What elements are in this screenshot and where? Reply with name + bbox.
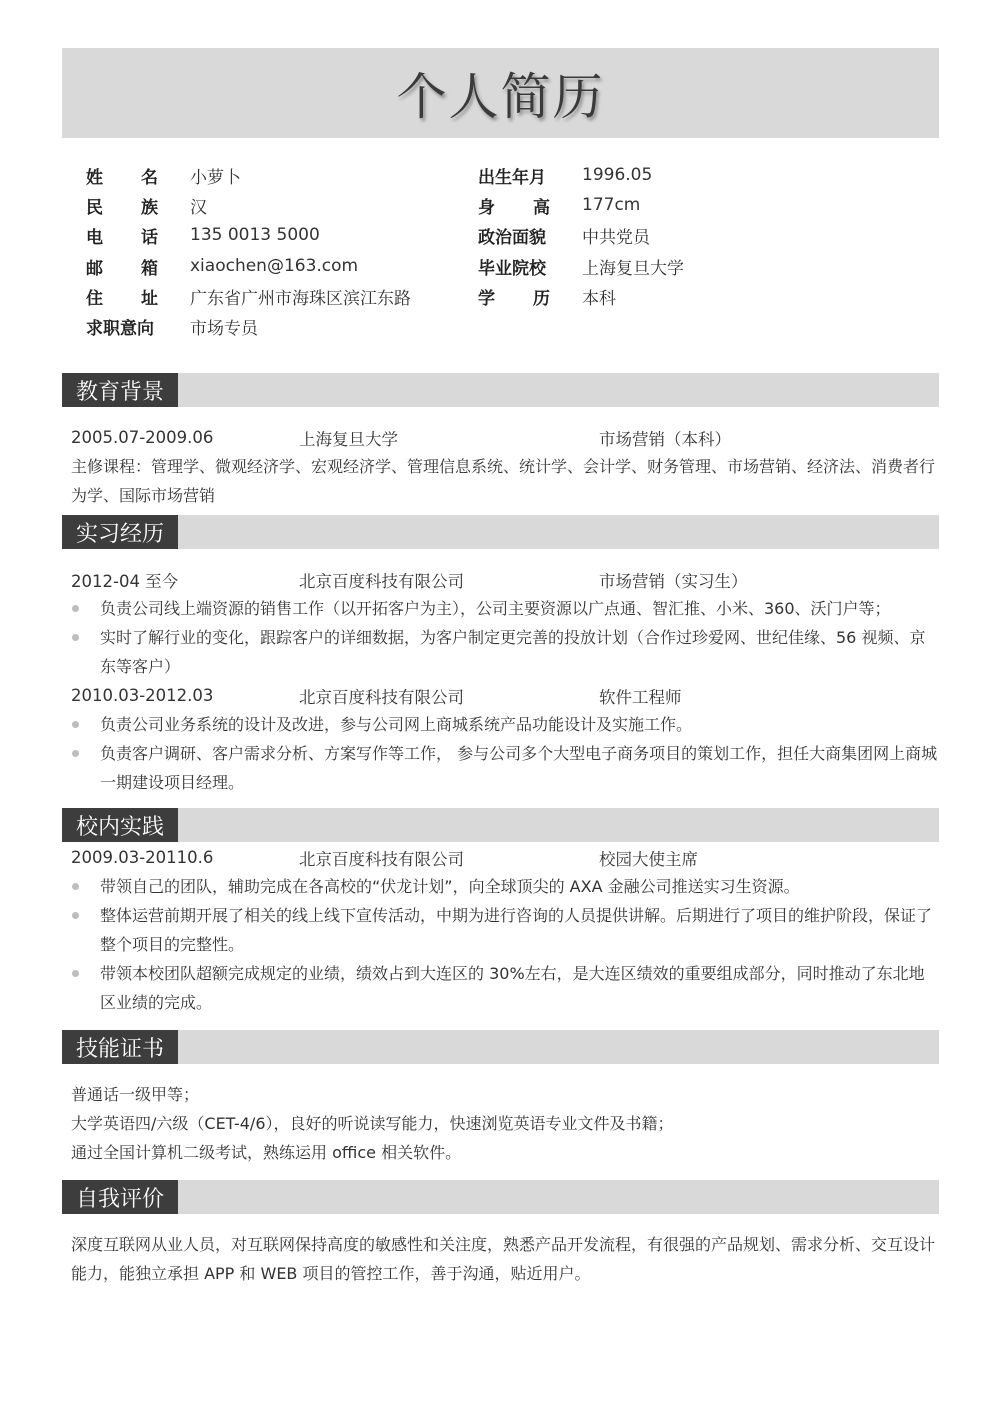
section-title: 校内实践: [62, 808, 178, 842]
bullet-dot-icon: [72, 912, 79, 919]
page-title: 个人简历: [396, 68, 605, 126]
list-item: [62, 710, 939, 739]
title-bar: [62, 48, 939, 138]
info-value: 中共党员: [582, 227, 650, 248]
courses-text: 主修课程：管理学、微观经济学、宏观经济学、管理信息系统、统计学、会计学、财务管理、市场营销、经济法、消费者行为学、国际市场营销: [71, 457, 936, 505]
list-item: [62, 623, 939, 681]
info-label: 身 高: [478, 197, 550, 218]
bullet-text: 带领自己的团队，辅助完成在各高校的“伏龙计划”，向全球顶尖的 AXA 金融公司推送实习生资源。: [100, 877, 800, 896]
entry-major: 市场营销（本科）: [599, 429, 731, 449]
entry-school: 上海复旦大学: [299, 429, 398, 449]
entry-role: 市场营销（实习生）: [599, 571, 748, 591]
section-title: 技能证书: [62, 1030, 178, 1064]
section-skills: [62, 1030, 939, 1064]
info-row-email: [86, 251, 358, 281]
list-item: [62, 901, 939, 959]
internship-block: [62, 565, 939, 797]
resume-page: [62, 48, 939, 1288]
info-row-political: [478, 220, 650, 250]
info-value: 135 0013 5000: [190, 225, 320, 245]
info-row-address: [86, 281, 411, 311]
info-row-height: [478, 190, 640, 220]
skill-line: 普通话一级甲等；: [71, 1085, 200, 1104]
self-eval-block: [62, 1230, 939, 1288]
section-campus: [62, 808, 939, 842]
bullet-text: 负责公司业务系统的设计及改进，参与公司网上商城系统产品功能设计及实施工作。: [100, 715, 693, 734]
info-label: 求职意向: [86, 318, 154, 339]
entry-company: 北京百度科技有限公司: [299, 687, 464, 707]
bullet-dot-icon: [72, 721, 79, 728]
info-value: 1996.05: [582, 165, 653, 185]
bullet-text: 整体运营前期开展了相关的线上线下宣传活动，中期为进行咨询的人员提供讲解。后期进行了项目的维护阶段，保证了整个项目的完整性。: [100, 906, 933, 954]
bullet-dot-icon: [72, 970, 79, 977]
info-value: 小萝卜: [190, 167, 241, 188]
info-label: 姓 名: [86, 167, 158, 188]
education-entry: [62, 423, 939, 452]
entry-period: 2012-04 至今: [71, 571, 179, 591]
bullet-text: 负责客户调研、客户需求分析、方案写作等工作， 参与公司多个大型电子商务项目的策划工作，担任大商集团网上商城一期建设项目经理。: [100, 744, 938, 792]
entry-period: 2009.03-20110.6: [71, 848, 214, 867]
job-entry: [62, 681, 939, 710]
entry-role: 软件工程师: [599, 687, 682, 707]
section-title: 教育背景: [62, 373, 178, 407]
entry-period: 2010.03-2012.03: [71, 686, 214, 705]
info-value: 上海复旦大学: [582, 258, 684, 279]
info-value: 177cm: [582, 195, 641, 215]
info-row-objective: [86, 311, 258, 341]
section-education: [62, 373, 939, 407]
section-internship: [62, 515, 939, 549]
list-item: [62, 872, 939, 901]
info-label: 住 址: [86, 288, 158, 309]
list-item: [62, 739, 939, 797]
entry-role: 校园大使主席: [599, 849, 698, 869]
bullet-text: 带领本校团队超额完成规定的业绩，绩效占到大连区的 30%左右，是大连区绩效的重要组成部分，同时推动了东北地区业绩的完成。: [100, 964, 925, 1012]
info-row-degree: [478, 281, 616, 311]
info-label: 电 话: [86, 227, 158, 248]
skill-line: 通过全国计算机二级考试，熟练运用 office 相关软件。: [71, 1143, 462, 1162]
info-label: 学 历: [478, 288, 550, 309]
bullet-dot-icon: [72, 750, 79, 757]
entry-period: 2005.07-2009.06: [71, 428, 214, 447]
info-label: 邮 箱: [86, 258, 158, 279]
education-block: [62, 423, 939, 510]
list-item: [62, 959, 939, 1017]
skills-block: [62, 1080, 939, 1167]
info-value: 汉: [190, 197, 207, 218]
info-value: xiaochen@163.com: [190, 256, 359, 276]
info-row-school: [478, 251, 684, 281]
campus-entry: [62, 843, 939, 872]
job-entry: [62, 565, 939, 594]
entry-company: 北京百度科技有限公司: [299, 571, 464, 591]
section-self-eval: [62, 1180, 939, 1214]
info-row-name: [86, 160, 241, 190]
info-value: 本科: [582, 288, 616, 309]
info-row-ethnicity: [86, 190, 207, 220]
self-eval-text: 深度互联网从业人员，对互联网保持高度的敏感性和关注度，熟悉产品开发流程，有很强的产品规划、需求分析、交互设计能力，能独立承担 APP 和 WEB 项目的管控工作，善于沟通，贴近用户。: [71, 1235, 936, 1283]
section-title: 自我评价: [62, 1180, 178, 1214]
info-label: 民 族: [86, 197, 158, 218]
bullet-dot-icon: [72, 883, 79, 890]
info-row-birth: [478, 160, 652, 190]
bullet-dot-icon: [72, 605, 79, 612]
personal-info: [62, 160, 939, 373]
info-label: 毕业院校: [478, 258, 546, 279]
skill-line: 大学英语四/六级（CET-4/6），良好的听说读写能力，快速浏览英语专业文件及书籍；: [71, 1114, 674, 1133]
info-row-phone: [86, 220, 320, 250]
info-value: 广东省广州市海珠区滨江东路: [190, 288, 411, 309]
section-title: 实习经历: [62, 515, 178, 549]
info-label: 出生年月: [478, 167, 546, 188]
info-value: 市场专员: [190, 318, 258, 339]
info-label: 政治面貌: [478, 227, 546, 248]
bullet-text: 实时了解行业的变化，跟踪客户的详细数据，为客户制定更完善的投放计划（合作过珍爱网、世纪佳缘、56 视频、京东等客户）: [100, 628, 926, 676]
bullet-dot-icon: [72, 634, 79, 641]
bullet-text: 负责公司线上端资源的销售工作（以开拓客户为主），公司主要资源以广点通、智汇推、小米、360、沃门户等；: [100, 599, 891, 618]
entry-company: 北京百度科技有限公司: [299, 849, 464, 869]
campus-block: [62, 843, 939, 1017]
list-item: [62, 594, 939, 623]
